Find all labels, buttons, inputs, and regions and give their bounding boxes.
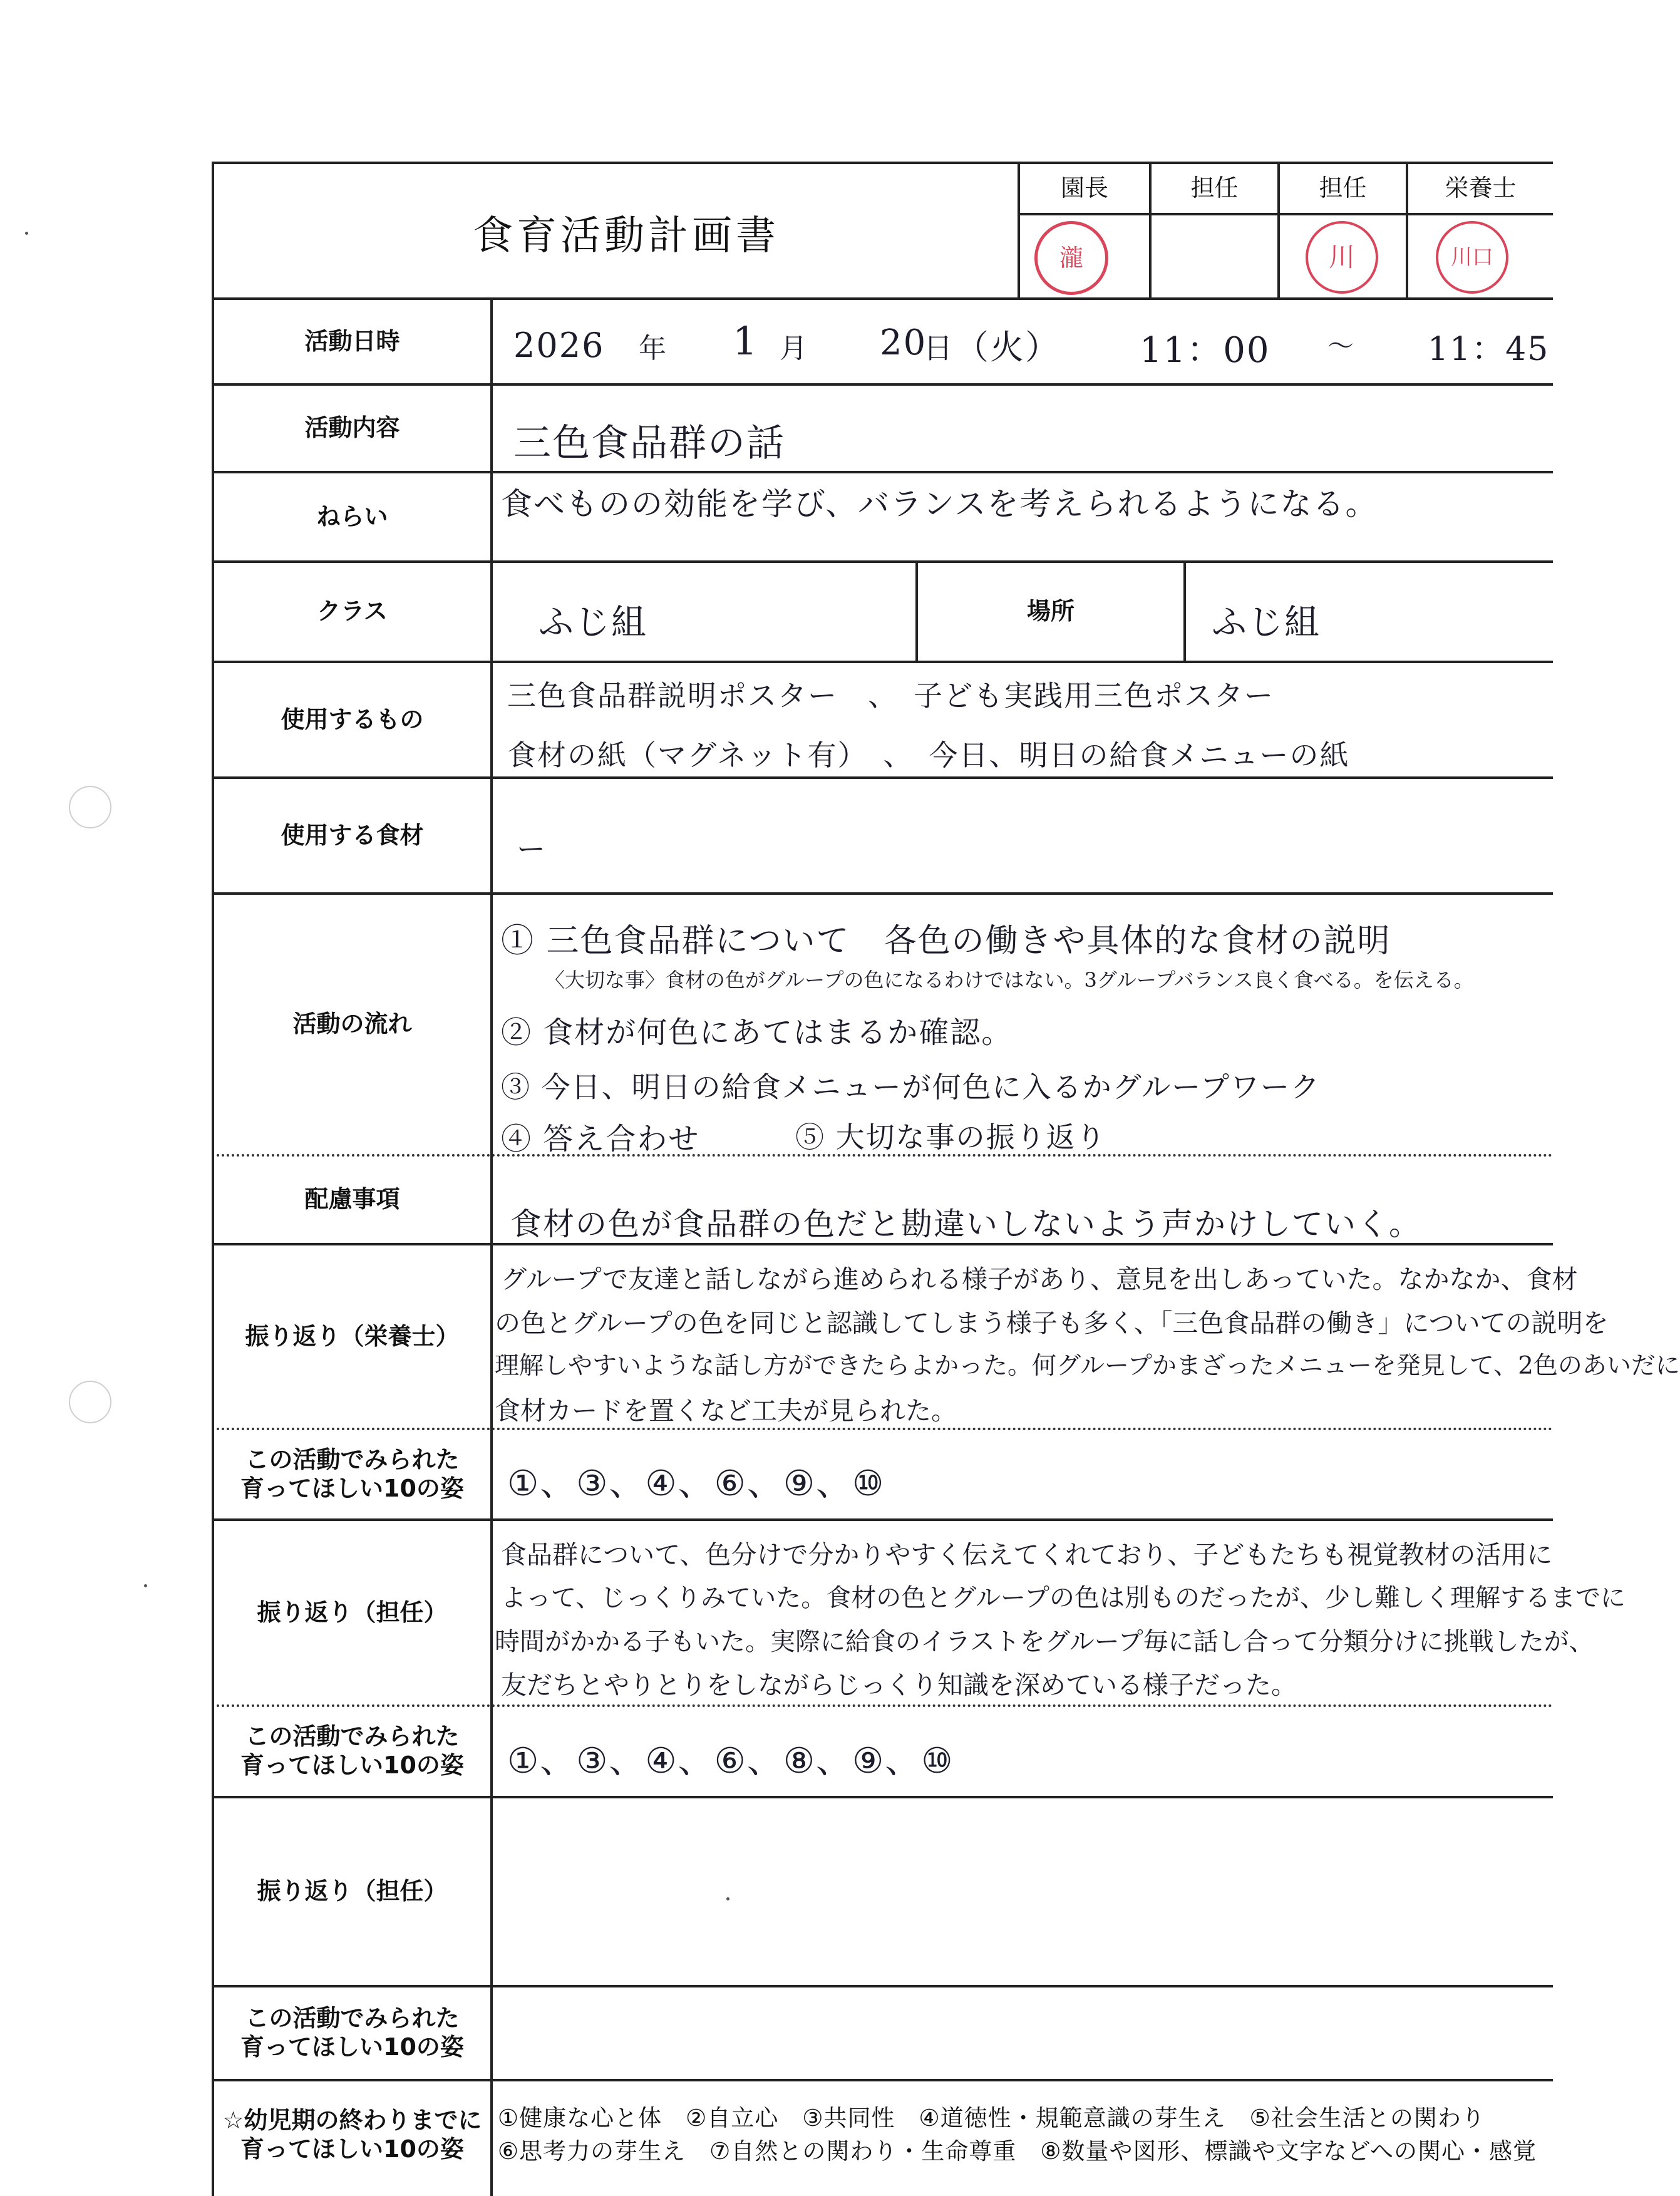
time-tilde: ～ [1327,331,1356,361]
label-column-divider [490,297,493,2196]
materials-line-2: 食材の紙（マグネット有） 、 今日、明日の給食メニューの紙 [507,738,1350,772]
review-nutritionist-line-4: 食材カードを置くなど工夫が見られた。 [495,1396,957,1426]
date-year: 2026 [513,326,605,365]
class-place-divider [1183,560,1186,661]
ten-aspects-label-3: この活動でみられた 育ってほしい10の姿 [240,2004,464,2061]
date-month: 1 [733,318,759,364]
content-value: 三色食品群の話 [513,421,785,465]
review-teacher-line-3: 時間がかかる子もいた。実際に給食のイラストをグループ毎に話し合って分類分けに挑戦したが、 [495,1627,1594,1656]
review-nutritionist-line-3: 理解しやすいような話し方ができたらよかった。何グループかまざったメニューを発見して、2色のあいだに [495,1352,1680,1380]
ten-aspects-value-1: ①、③、④、⑥、⑨、⑩ [507,1463,885,1504]
flow-step-5: ⑤ 大切な事の振り返り [795,1120,1106,1154]
aim-value: 食べものの効能を学び、バランスを考えられるようになる。 [501,486,1378,522]
flow-step-2: ② 食材が何色にあてはまるか確認。 [501,1015,1013,1050]
legend-line-2: ⑥思考力の芽生え ⑦自然との関わり・生命尊重 ⑧数量や図形、標識や文字などへの関心・感覚 [498,2138,1537,2165]
materials-label: 使用するもの [281,705,424,733]
flow-label: 活動の流れ [292,1010,412,1038]
review-teacher-line-4: 友だちとやりとりをしながらじっくり知識を深めている様子だった。 [501,1670,1297,1700]
review-nutritionist-label: 振り返り（栄養士） [245,1322,460,1350]
form-title: 食育活動計画書 [473,213,780,259]
review-teacher-label-1: 振り返り（担任） [257,1598,448,1626]
class-label: クラス [317,597,388,626]
approval-header-principal: 園長 [1060,174,1108,202]
date-label: 活動日時 [304,327,400,355]
date-month-unit: 月 [780,332,808,364]
time-end: 11：45 [1428,331,1550,368]
principal-seal-stamp: 瀧 [1034,221,1108,295]
flow-step-1-note: 〈大切な事〉食材の色がグループの色になるわけではない。3グループバランス良く食べる。を伝える。 [545,968,1474,992]
ten-aspects-label-1: この活動でみられた 育ってほしい10の姿 [240,1445,464,1502]
considerations-value: 食材の色が食品群の色だと勘違いしないよう声かけしていく。 [510,1206,1421,1242]
ten-aspects-label-2: この活動でみられた 育ってほしい10の姿 [240,1723,464,1779]
date-day: 20 [880,322,927,363]
time-start: 11：00 [1140,330,1270,371]
place-label: 場所 [1026,597,1074,626]
review-teacher-line-1: 食品群について、色分けで分かりやすく伝えてくれており、子どもたちも視覚教材の活用に [501,1540,1553,1570]
scan-speck [25,232,28,235]
date-weekday: （火） [955,327,1060,367]
nutritionist-seal-stamp: 川口 [1436,221,1508,294]
scan-speck [726,1897,729,1900]
review-teacher-label-2: 振り返り（担任） [257,1877,448,1905]
class-value: ふじ組 [539,602,647,643]
ten-aspects-value-2: ①、③、④、⑥、⑧、⑨、⑩ [507,1741,954,1781]
legend-line-1: ①健康な心と体 ②自立心 ③共同性 ④道徳性・規範意識の芽生え ⑤社会生活との関わり [498,2105,1485,2132]
content-label: 活動内容 [304,414,400,442]
legend-label: ☆幼児期の終わりまでに 育ってほしい10の姿 [222,2106,482,2163]
date-year-unit: 年 [639,332,667,364]
flow-step-4: ④ 答え合わせ [501,1121,700,1157]
ingredients-label: 使用する食材 [281,821,424,849]
flow-step-1: ① 三色食品群について 各色の働きや具体的な食材の説明 [501,922,1391,960]
approval-header-divider [1018,213,1553,215]
review-nutritionist-line-1: グループで友達と話しながら進められる様子があり、意見を出しあっていた。なかなか、食材 [501,1264,1578,1294]
scan-speck [144,1584,147,1587]
ingredients-value: ー [517,832,547,866]
considerations-label: 配慮事項 [304,1185,400,1214]
date-day-unit: 日 [924,331,954,365]
review-nutritionist-line-2: の色とグループの色を同じと認識してしまう様子も多く、「三色食品群の働き」についての説明を [495,1308,1609,1338]
aim-label: ねらい [316,502,388,530]
materials-line-1: 三色食品群説明ポスター 、 子ども実践用三色ポスター [507,679,1274,713]
teacher-seal-stamp: 川 [1306,221,1378,294]
punch-hole-mark [69,1381,111,1423]
place-value: ふじ組 [1212,602,1321,643]
approval-header-teacher-2: 担任 [1319,174,1367,202]
approval-header-nutritionist: 栄養士 [1445,174,1517,202]
punch-hole-mark [69,786,111,828]
approval-header-teacher-1: 担任 [1190,174,1239,202]
flow-step-3: ③ 今日、明日の給食メニューが何色に入るかグループワーク [501,1070,1321,1104]
review-teacher-line-2: よって、じっくりみていた。食材の色とグループの色は別ものだったが、少し難しく理解するまでに [501,1584,1626,1612]
